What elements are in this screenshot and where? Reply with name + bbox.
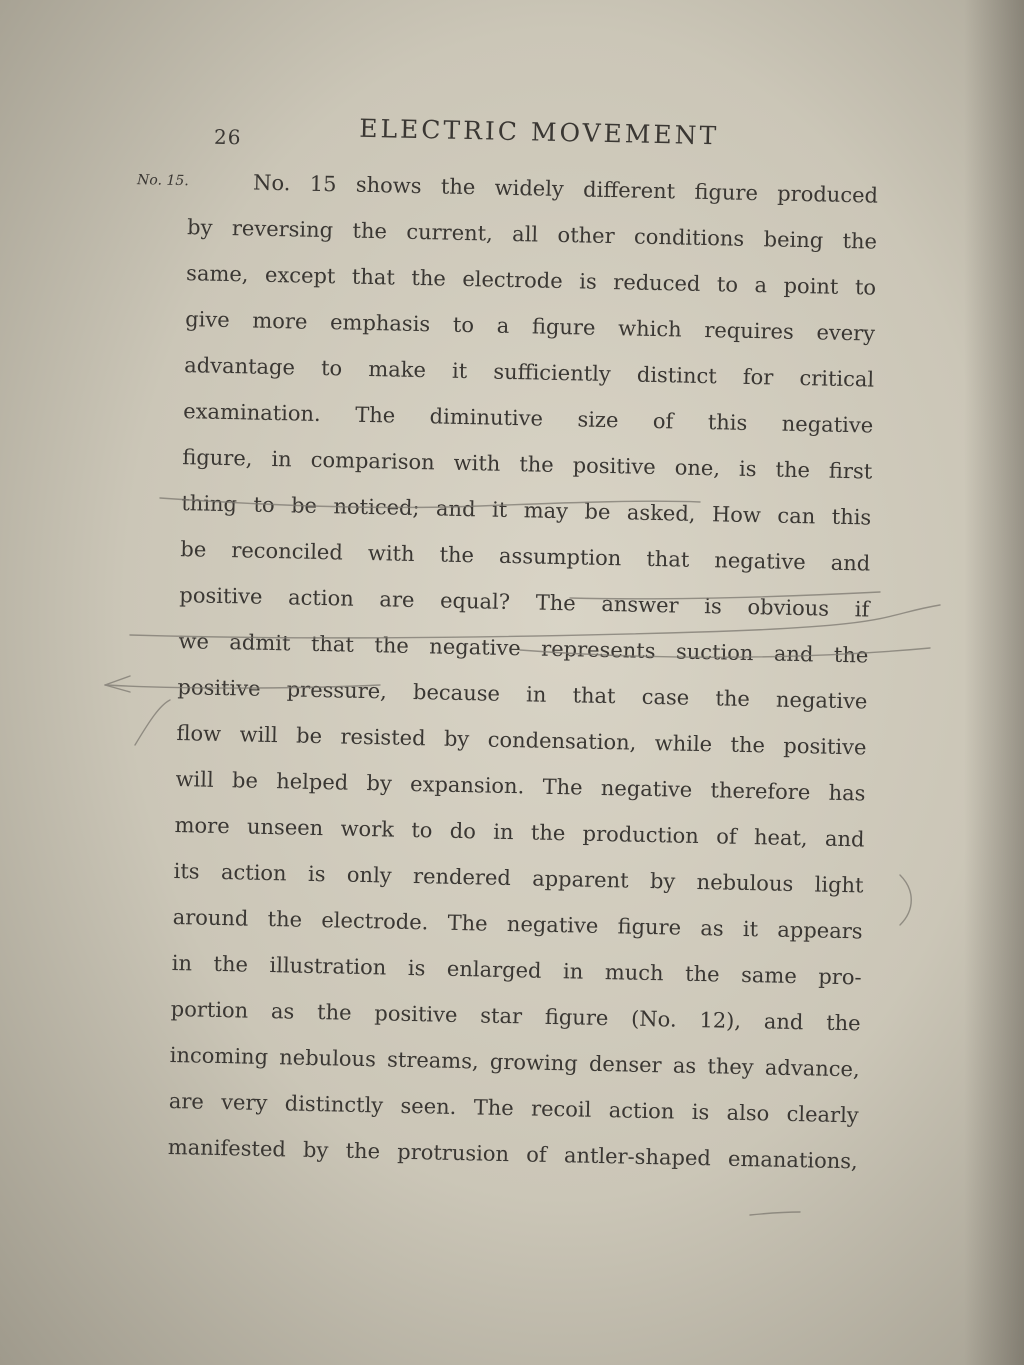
text-line: portion as the positive star figure (No. 12), and the [170, 996, 861, 1036]
text-line: around the electrode. The negative figure as it appears [172, 905, 863, 944]
text-line: advantage to make it sufficiently distinct for critical [184, 353, 875, 392]
text-line: incoming nebulous streams, growing denser as they advance, [169, 1042, 860, 1082]
text-line: its action is only rendered apparent by nebulous light [173, 859, 864, 898]
body-text [167, 158, 878, 1184]
margin-note: No. 15. [136, 172, 189, 190]
text-line: examination. The diminutive size of this negative [183, 399, 874, 438]
text-line: we admit that the negative represents suction and the [178, 629, 869, 668]
text-line: positive action are equal? The answer is obvious if [179, 583, 870, 622]
page-edge-shadow [964, 0, 1024, 1365]
pencil-curve [900, 875, 911, 925]
text-line: by reversing the current, all other conditions being the [186, 215, 878, 254]
book-page [112, 87, 895, 1223]
page-number: 26 [213, 124, 242, 150]
text-line: thing to be noticed; and it may be asked, How can this [181, 491, 872, 530]
text-line: are very distinctly seen. The recoil action is also clearly [168, 1088, 859, 1128]
text-line: positive pressure, because in that case the negative [177, 675, 868, 714]
text-line: in the illustration is enlarged in much the same pro- [171, 951, 862, 990]
text-line: be reconciled with the assumption that negative and [180, 537, 871, 576]
text-line: figure, in comparison with the positive one, is the first [182, 445, 873, 484]
text-line: No. 15 shows the widely different figure produced [252, 170, 879, 208]
text-line: more unseen work to do in the production of heat, and [174, 813, 865, 852]
text-line: flow will be resisted by condensation, while the positive [176, 721, 867, 760]
running-head [134, 97, 895, 153]
text-line: same, except that the electrode is reduced to a point to [185, 261, 877, 300]
text-line: will be helped by expansion. The negative therefore has [175, 767, 866, 806]
text-line: manifested by the protrusion of antler-shaped emanations, [167, 1134, 858, 1174]
text-line: give more emphasis to a figure which requires every [184, 307, 876, 346]
running-title: ELECTRIC MOVEMENT [358, 113, 720, 151]
